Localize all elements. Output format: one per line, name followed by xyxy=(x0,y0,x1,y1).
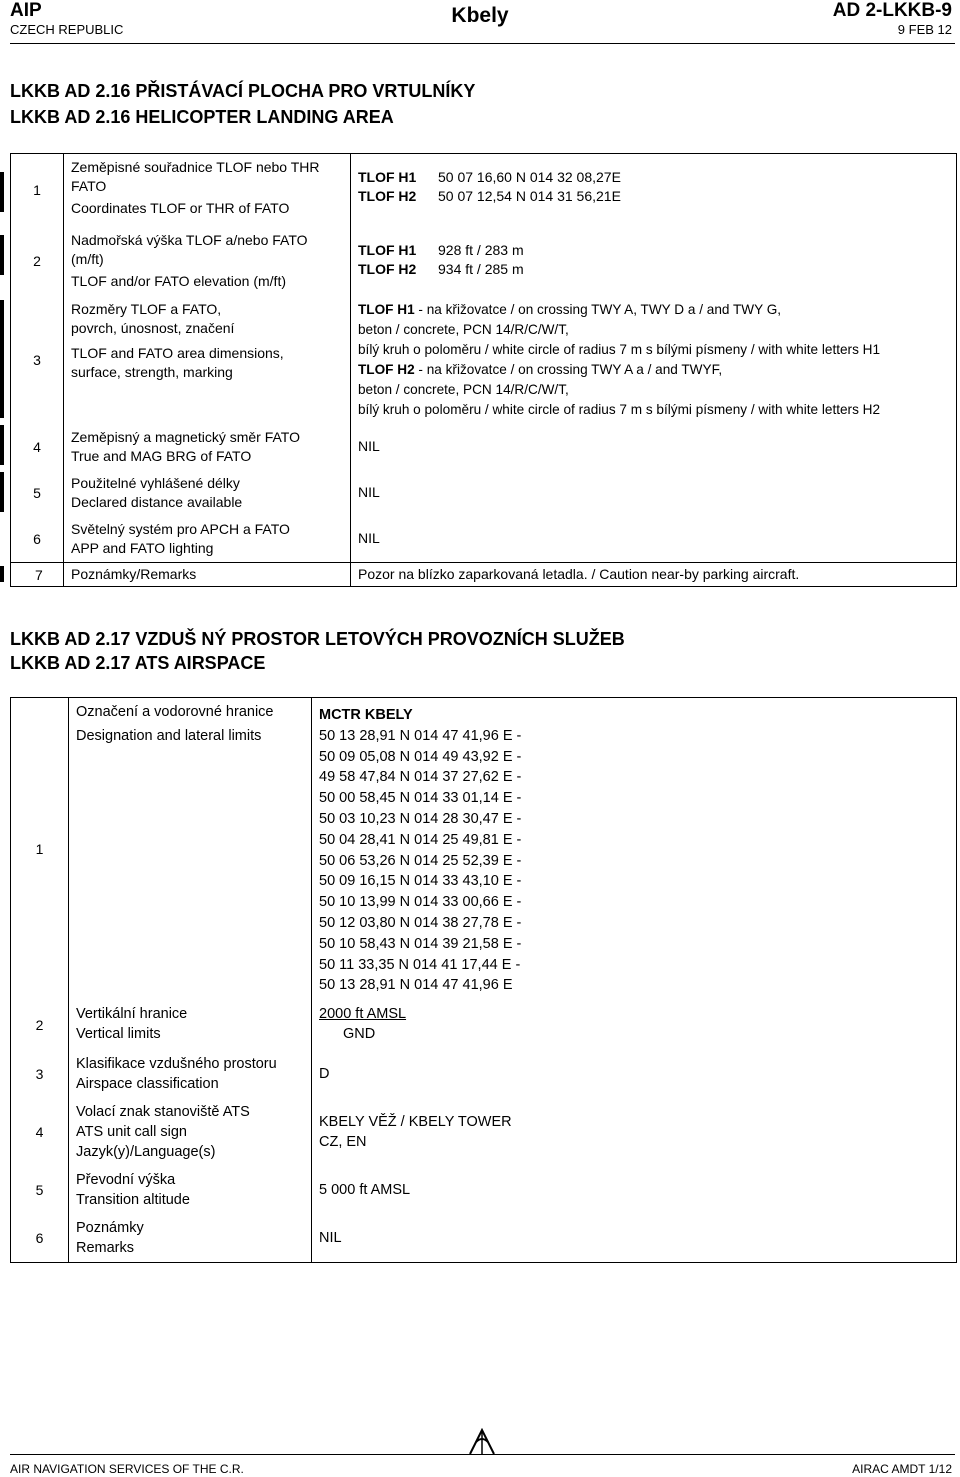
row-number: 5 xyxy=(11,1166,69,1214)
row-value: KBELY VĚŽ / KBELY TOWER CZ, EN xyxy=(312,1098,957,1166)
row-label: Převodní výška Transition altitude xyxy=(69,1166,312,1214)
amendment-bar xyxy=(0,425,4,465)
table-row xyxy=(11,296,957,424)
row-value: 5 000 ft AMSL xyxy=(312,1166,957,1214)
aip-label: AIP xyxy=(10,0,42,21)
row-value: Pozor na blízko zaparkovaná letadla. / Caution near-by parking aircraft. xyxy=(351,563,957,587)
amendment-bar xyxy=(0,235,4,275)
header-rule xyxy=(10,43,955,44)
coordinate-item: 50 00 58,45 N 014 33 01,14 E - xyxy=(319,790,522,807)
coordinate-item: 50 10 13,99 N 014 33 00,66 E - xyxy=(319,894,522,911)
row-value: TLOF H1 - na křižovatce / on crossing TWY A, TWY D a / and TWY G, beton / concrete, PCN 14/R/C/W/T, bílý kruh o poloměru / white circle of radius 7 m s bílými písmeny / with white letters H1 TLOF H2 - na křižovatce / on crossing TWY A a / and TWYF, beton / concrete, PCN 14/R/C/W/T, bílý kruh o poloměru / white circle of radius 7 m s bílými písmeny / with white letters H2 xyxy=(351,296,957,424)
section-2-16-title-cz: LKKB AD 2.16 PŘISTÁVACÍ PLOCHA PRO VRTULNÍKY xyxy=(10,81,476,101)
row-value: D xyxy=(312,1050,957,1098)
row-number: 5 xyxy=(11,470,64,516)
coordinate-item: 50 09 16,15 N 014 33 43,10 E - xyxy=(319,873,522,890)
row-label: Světelný systém pro APCH a FATO APP and FATO lighting xyxy=(64,516,351,563)
aerodrome-title: Kbely xyxy=(451,4,509,27)
coordinate-item: 50 06 53,26 N 014 25 52,39 E - xyxy=(319,852,522,869)
row-value xyxy=(312,698,957,1001)
row-number: 7 xyxy=(11,563,64,587)
table-row xyxy=(11,1214,957,1263)
row-value: TLOF H1 50 07 16,60 N 014 32 08,27E TLOF H2 50 07 12,54 N 014 31 56,21E xyxy=(351,154,957,227)
coordinate-item: 49 58 47,84 N 014 37 27,62 E - xyxy=(319,769,522,786)
table-row xyxy=(11,1098,957,1166)
table-row xyxy=(11,698,957,1001)
amendment-bar xyxy=(0,172,4,212)
row-number: 3 xyxy=(11,296,64,424)
table-row xyxy=(11,154,957,227)
coordinate-item: 50 09 05,08 N 014 49 43,92 E - xyxy=(319,748,522,765)
coordinate-item: 50 11 33,35 N 014 41 17,44 E - xyxy=(319,956,521,973)
coordinate-item: 50 13 28,91 N 014 47 41,96 E xyxy=(319,977,513,994)
row-label: Zeměpisné souřadnice TLOF nebo THR FATO Coordinates TLOF or THR of FATO xyxy=(64,154,351,227)
table-row xyxy=(11,1050,957,1098)
section-2-16-title-en: LKKB AD 2.16 HELICOPTER LANDING AREA xyxy=(10,107,394,127)
amendment-bar xyxy=(0,566,4,582)
table-row xyxy=(11,470,957,516)
row-number: 2 xyxy=(11,1000,69,1050)
row-value: NIL xyxy=(351,470,957,516)
section-2-17-title-en: LKKB AD 2.17 ATS AIRSPACE xyxy=(10,653,266,673)
coordinate-item: 50 03 10,23 N 014 28 30,47 E - xyxy=(319,810,522,827)
row-label: Rozměry TLOF a FATO, povrch, únosnost, značení TLOF and FATO area dimensions, surface, strength, marking xyxy=(64,296,351,424)
row-value xyxy=(312,1000,957,1050)
row-value: NIL xyxy=(351,516,957,563)
amendment-bar xyxy=(0,472,4,512)
row-number: 2 xyxy=(11,227,64,296)
row-number: 4 xyxy=(11,424,64,470)
row-value: NIL xyxy=(351,424,957,470)
row-number: 1 xyxy=(11,154,64,227)
row-label: Nadmořská výška TLOF a/nebo FATO (m/ft) TLOF and/or FATO elevation (m/ft) xyxy=(64,227,351,296)
footer-amendment: AIRAC AMDT 1/12 xyxy=(852,1462,952,1476)
row-label: Vertikální hranice Vertical limits xyxy=(69,1000,312,1050)
upper-limit: 2000 ft AMSL xyxy=(319,1006,407,1023)
row-value: NIL xyxy=(312,1214,957,1263)
coordinate-item: 50 04 28,41 N 014 25 49,81 E - xyxy=(319,831,522,848)
row-number: 3 xyxy=(11,1050,69,1098)
helicopter-landing-area-table xyxy=(10,153,957,587)
row-label: Poznámky/Remarks xyxy=(64,563,351,587)
table-row xyxy=(11,227,957,296)
table-row xyxy=(11,1166,957,1214)
row-label: Zeměpisný a magnetický směr FATO True and MAG BRG of FATO xyxy=(64,424,351,470)
ats-airspace-table xyxy=(10,697,957,1263)
lower-limit: GND xyxy=(343,1026,376,1043)
amendment-bar xyxy=(0,300,4,418)
table-row xyxy=(11,1000,957,1050)
row-number: 4 xyxy=(11,1098,69,1166)
row-number: 6 xyxy=(11,1214,69,1263)
row-value: TLOF H1 928 ft / 283 m TLOF H2 934 ft / 285 m xyxy=(351,227,957,296)
table-row xyxy=(11,424,957,470)
coordinate-item: 50 10 58,43 N 014 39 21,58 E - xyxy=(319,935,522,952)
footer-publisher: AIR NAVIGATION SERVICES OF THE C.R. xyxy=(10,1462,244,1476)
airspace-name: MCTR KBELY xyxy=(319,707,413,723)
page-id: AD 2-LKKB-9 xyxy=(832,0,952,21)
section-2-17-title-cz: LKKB AD 2.17 VZDUŠ NÝ PROSTOR LETOVÝCH PROVOZNÍCH SLUŽEB xyxy=(10,629,625,649)
row-number: 1 xyxy=(11,698,69,1001)
row-label: Klasifikace vzdušného prostoru Airspace classification xyxy=(69,1050,312,1098)
coordinate-item: 50 13 28,91 N 014 47 41,96 E - xyxy=(319,727,522,744)
row-label: Označení a vodorovné hranice Designation and lateral limits xyxy=(69,698,312,1001)
row-number: 6 xyxy=(11,516,64,563)
table-row xyxy=(11,516,957,563)
row-label: Použitelné vyhlášené délky Declared distance available xyxy=(64,470,351,516)
table-row xyxy=(11,563,957,587)
row-label: Poznámky Remarks xyxy=(69,1214,312,1263)
coordinate-list xyxy=(319,726,949,996)
ans-logo-icon xyxy=(466,1428,498,1456)
effective-date: 9 FEB 12 xyxy=(897,22,952,37)
row-label: Volací znak stanoviště ATS ATS unit call sign Jazyk(y)/Language(s) xyxy=(69,1098,312,1166)
coordinate-item: 50 12 03,80 N 014 38 27,78 E - xyxy=(319,914,522,931)
country-label: CZECH REPUBLIC xyxy=(10,22,124,37)
